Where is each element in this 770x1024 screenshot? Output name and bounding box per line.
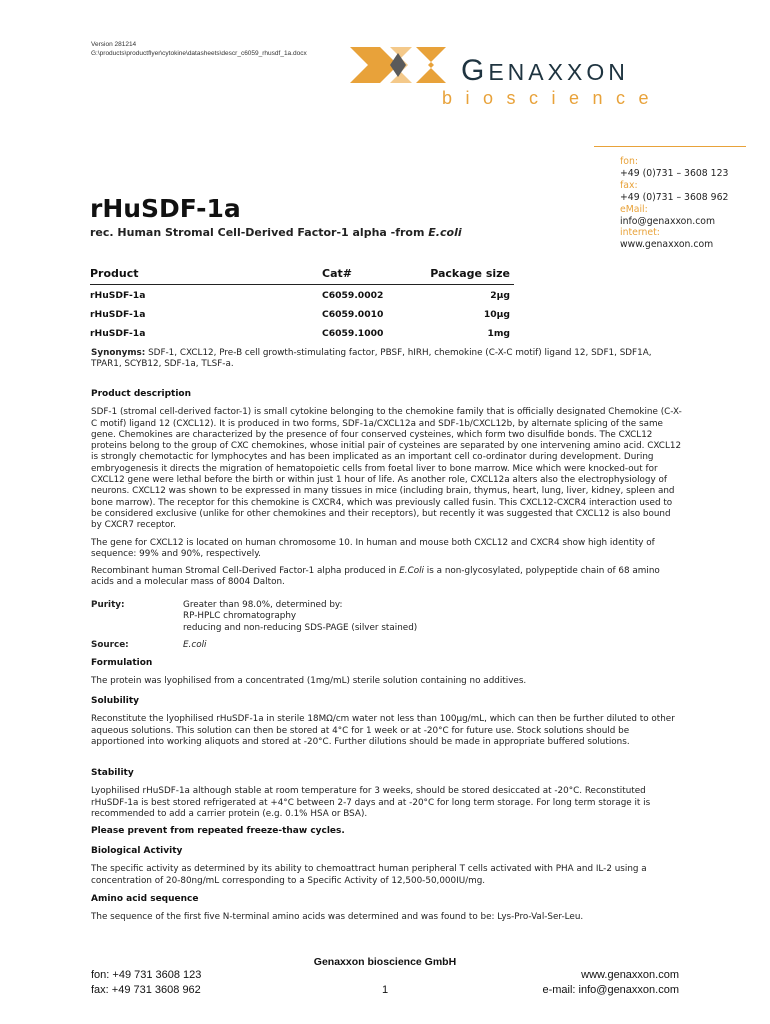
contact-block (620, 156, 728, 251)
p3-text-end: is a non-glycosylated, polypeptide chain of 68 amino acids and a molecular mass of 8004 Dalton. (91, 566, 660, 588)
footer-fon: fon: +49 731 3608 123 (91, 969, 202, 981)
cell-cat: C6059.1000 (322, 328, 384, 339)
page-subtitle (90, 226, 462, 239)
freeze-thaw-warning: Please prevent from repeated freeze-thaw cycles. (91, 826, 345, 837)
table-header-row (90, 264, 514, 285)
formulation-text: The protein was lyophilised from a concentrated (1mg/mL) sterile solution containing no additives. (91, 676, 527, 687)
contact-divider (594, 146, 746, 147)
fax-label: fax: (620, 179, 638, 191)
table-row (90, 304, 514, 323)
footer-web[interactable]: www.genaxxon.com (581, 969, 679, 981)
cell-product: rHuSDF-1a (90, 290, 146, 301)
source-label: Source: (91, 639, 129, 650)
aminoacid-heading: Amino acid sequence (91, 894, 199, 904)
cell-package-size: 2µg (490, 290, 510, 301)
formulation-section (91, 658, 682, 688)
bioactivity-heading: Biological Activity (91, 846, 183, 856)
logo-rest-letters: ENAXXON (488, 59, 629, 85)
solubility-section (91, 696, 682, 748)
p3-text: Recombinant human Stromal Cell-Derived Factor-1 alpha produced in (91, 566, 400, 577)
internet-value[interactable]: www.genaxxon.com (620, 239, 714, 251)
subtitle-text: rec. Human Stromal Cell-Derived Factor-1 alpha -from (90, 226, 429, 239)
purity-line: RP-HPLC chromatography (183, 611, 297, 622)
email-label: eMail: (620, 203, 648, 215)
product-description-section (91, 389, 682, 589)
header-cat: Cat# (322, 264, 416, 285)
description-paragraph: The gene for CXCL12 is located on human chromosome 10. In human and mouse both CXCL12 and CXCR4 show high identity of sequence: 99% and 90%, respectively. (91, 537, 655, 559)
biological-activity-section (91, 846, 682, 887)
stability-section (91, 768, 682, 837)
company-logo-wordmark (461, 54, 629, 88)
p3-organism: E.Coli (399, 566, 425, 577)
amino-acid-section (91, 894, 682, 924)
version-label: Version 281214 (91, 41, 137, 48)
table-row (90, 285, 514, 305)
product-table (90, 264, 514, 342)
fax-value: +49 (0)731 – 3608 962 (620, 191, 729, 203)
fon-label: fon: (620, 156, 638, 167)
header-product: Product (90, 264, 322, 285)
solubility-heading: Solubility (91, 696, 140, 706)
internet-label: internet: (620, 227, 660, 239)
header-package-size: Package size (416, 264, 514, 285)
description-paragraph (91, 566, 682, 589)
company-logo-subtitle: bioscience (442, 88, 663, 108)
cell-package-size: 10µg (483, 309, 510, 320)
footer-email[interactable]: e-mail: info@genaxxon.com (542, 983, 679, 996)
aminoacid-text: The sequence of the first five N-terminal amino acids was determined and was found to be: Lys-Pro-Val-Ser-Leu. (91, 912, 584, 923)
footer-web-block (542, 968, 679, 997)
fon-value: +49 (0)731 – 3608 123 (620, 167, 729, 179)
footer-fax: fax: +49 731 3608 962 (91, 983, 201, 996)
page-number: 1 (381, 984, 389, 996)
synonyms-text: SDF-1, CXCL12, Pre-B cell growth-stimulating factor, PBSF, hIRH, chemokine (C-X-C motif) ligand 12, SDF1, SDF1A, TPAR1, SCYB12, SDF-1a, TLSF-a. (91, 348, 652, 370)
description-paragraph: SDF-1 (stromal cell-derived factor-1) is small cytokine belonging to the chemokine family that is officially designated Chemokine (C-X-C motif) ligand 12 (CXCL12). It is produced in two forms, SDF-1a/CXCL12a and SDF-1b/CXCL12b, by alternate splicing of the same gene. Chemokines are characterized by the presence of four conserved cysteines, which form two disulfide bonds. The CXCL12 proteins belong to the group of CXC chemokines, whose initial pair of cysteines are separated by one intervening amino acid. CXCL12 is strongly chemotactic for lymphocytes and has been implicated as an important cell co-ordinator during development. During embryogenesis it directs the migration of hematopoietic cells from foetal liver to bone marrow. Mice which were knocked-out for CXCL12 gene were lethal before the birth or within just 1 hour of life. As another role, CXCL12a alters also the electrophysiology of neurons. CXCL12 was shown to be expressed in many tissues in mice (including brain, thymus, heart, lung, liver, kidney, spleen and bone marrow). The receptor for this chemokine is CXCR4, which was previously called fusin. This CXCL12-CXCR4 interaction used to be considered exclusive (unlike for other chemokines and their receptors), but recently it was suggested that CXCL12 is also bound by CXCR7 receptor. (91, 407, 682, 531)
cell-product: rHuSDF-1a (90, 309, 146, 320)
cell-product: rHuSDF-1a (90, 328, 146, 339)
synonyms (91, 348, 682, 371)
source-value: E.coli (183, 639, 207, 650)
footer-company: Genaxxon bioscience GmbH (313, 956, 457, 968)
bioactivity-text: The specific activity as determined by its ability to chemoattract human peripheral T cells activated with PHA and IL-2 using a concentration of 20-80ng/mL corresponding to a Specific Activity of 12,500-50,000IU/mg. (91, 864, 647, 886)
logo-first-letter: G (461, 54, 489, 87)
cell-cat: C6059.0010 (322, 309, 384, 320)
genaxxon-logo-icon (350, 47, 446, 83)
purity-label: Purity: (91, 600, 125, 610)
purity-section (91, 600, 682, 651)
stability-heading: Stability (91, 768, 134, 778)
purity-line: reducing and non-reducing SDS-PAGE (silver stained) (183, 622, 418, 633)
formulation-heading: Formulation (91, 658, 153, 668)
cell-cat: C6059.0002 (322, 290, 384, 301)
cell-package-size: 1mg (487, 328, 510, 339)
page-title: rHuSDF-1a (90, 194, 241, 223)
file-path: G:\products\productflyer\cytokine\datasheets\descr_c6059_rhusdf_1a.docx (91, 50, 307, 57)
document-version (91, 40, 307, 58)
synonyms-label: Synonyms: (91, 348, 146, 358)
email-value[interactable]: info@genaxxon.com (620, 215, 716, 227)
stability-text: Lyophilised rHuSDF-1a although stable at room temperature for 3 weeks, should be stored desiccated at -20°C. Reconstituted rHuSDF-1a is best stored refrigerated at +4°C between 2-7 days and at -20°C for long term storage. For long term storage it is recommended to add a carrier protein (e.g. 0.1% HSA or BSA). (91, 786, 651, 819)
table-row (90, 323, 514, 342)
subtitle-organism: E.coli (428, 226, 462, 239)
solubility-text: Reconstitute the lyophilised rHuSDF-1a in sterile 18MΩ/cm water not less than 100µg/mL, which can then be further diluted to other aqueous solutions. This solution can then be stored at 4°C for 1 week or at -20°C for future use. Stock solutions should be apportioned into working aliquots and stored at -20°C. Further dilutions should be made in appropriate buffered solutions. (91, 714, 675, 747)
purity-line: Greater than 98.0%, determined by: (183, 600, 343, 610)
description-heading: Product description (91, 389, 192, 399)
